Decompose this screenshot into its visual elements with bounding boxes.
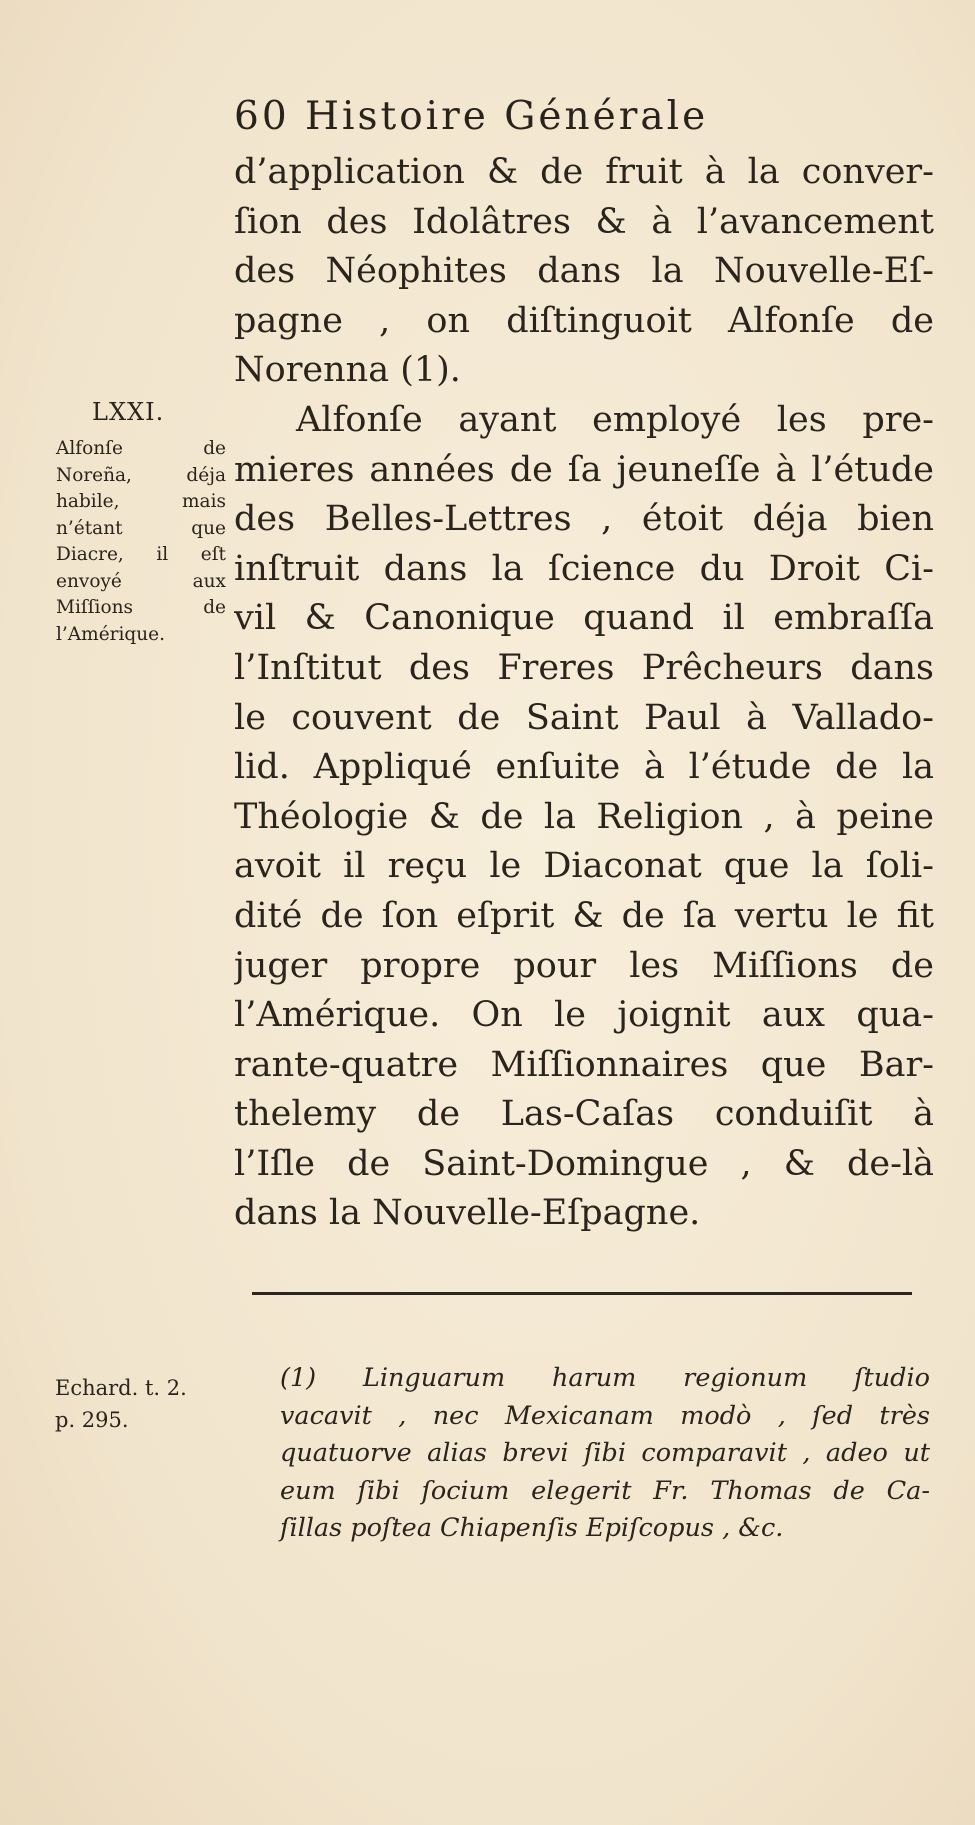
body-line: des Belles-Lettres , étoit déja bien [234, 499, 934, 540]
margin-summary-line: n’étant que [56, 517, 226, 539]
running-head: 60 Histoire Générale [234, 94, 709, 139]
footnote-source [55, 1372, 265, 1436]
body-line: des Néophites dans la Nouvelle-Eſ- [234, 251, 934, 292]
body-line: l’Amérique. On le joignit aux qua- [234, 995, 934, 1036]
body-line: Théologie & de la Religion , à peine [234, 796, 934, 837]
footnote-line: (1) Linguarum harum regionum ſtudio [280, 1363, 930, 1393]
body-line: lid. Appliqué enſuite à l’étude de la [234, 747, 934, 788]
body-line: d’application & de fruit à la conver- [234, 152, 934, 192]
body-line: ſion des Idolâtres & à l’avancement [234, 201, 934, 242]
footnote-source-line: p. 295. [55, 1408, 129, 1432]
body-line: inſtruit dans la ſcience du Droit Ci- [234, 548, 934, 589]
footnote-line: quatuorve alias brevi ſibi comparavit , adeo ut [280, 1438, 930, 1468]
body-line: le couvent de Saint Paul à Vallado- [234, 697, 934, 738]
body-line: mieres années de ſa jeuneſſe à l’étude [234, 449, 934, 490]
body-line: dité de ſon eſprit & de ſa vertu le fit [234, 895, 934, 936]
footnote-line: eum ſibi ſocium elegerit Fr. Thomas de Ca- [280, 1475, 930, 1506]
footnote-divider [252, 1292, 912, 1295]
margin-summary-line: Alfonſe de [56, 438, 226, 459]
body-line: thelemy de Las-Caſas conduiſit à [234, 1094, 934, 1135]
margin-summary [56, 436, 226, 648]
footnote-line: vacavit , nec Mexicanam modò , ſed très [280, 1400, 930, 1431]
body-line: vil & Canonique quand il embraſſa [234, 598, 934, 639]
margin-summary-line: envoyé aux [56, 570, 226, 592]
footnote-line: ſillas poſtea Chiapenſis Epiſcopus , &c. [280, 1513, 784, 1543]
body-line: Norenna (1). [234, 350, 461, 391]
body-line: l’Inſtitut des Freres Prêcheurs dans [234, 647, 934, 688]
margin-summary-line: Diacre, il eſt [56, 544, 226, 565]
body-line: rante-quatre Miſſionnaires que Bar- [234, 1044, 934, 1085]
body-text [234, 148, 934, 1239]
body-line: l’Iſle de Saint-Domingue , & de-là [234, 1143, 934, 1184]
paragraph-start-line: Alfonſe ayant employé les pre- [296, 399, 934, 440]
footnote [280, 1360, 930, 1548]
body-line: avoit il reçu le Diaconat que la ſoli- [234, 846, 934, 887]
body-line: dans la Nouvelle-Eſpagne. [234, 1193, 701, 1234]
margin-summary-line: Noreña, déja [56, 464, 226, 486]
footnote-source-line: Echard. t. 2. [55, 1376, 187, 1400]
margin-summary-line: Miſſions de [56, 597, 226, 618]
margin-summary-line: habile, mais [56, 491, 226, 512]
body-line: juger propre pour les Miſſions de [234, 945, 934, 986]
section-number: LXXI. [92, 398, 165, 426]
margin-summary-line: l’Amérique. [56, 623, 165, 645]
body-line: pagne , on diſtinguoit Alfonſe de [234, 300, 934, 341]
